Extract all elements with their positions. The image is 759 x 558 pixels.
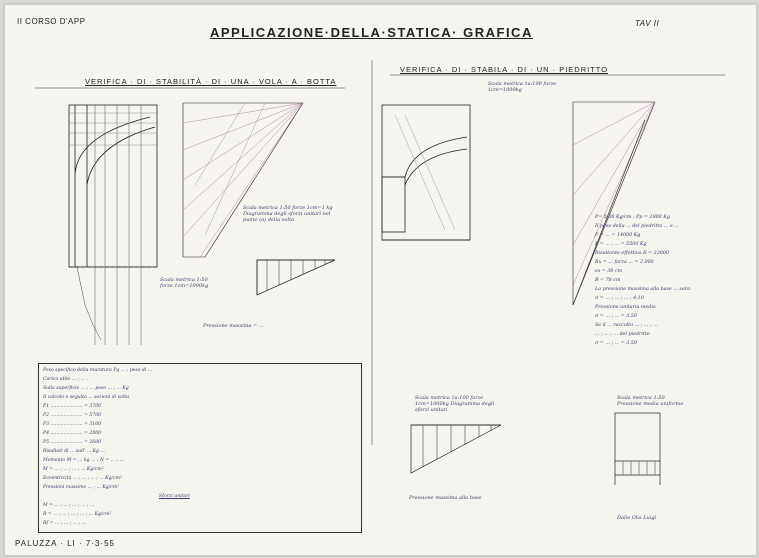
calculation-box — [38, 363, 362, 533]
rcalc-line: ... ; ... ; ... del piedritto — [595, 332, 650, 337]
calc-line: M = ... ; ... ; ... ; ... Kg/cm² — [43, 467, 104, 472]
rcalc-line: σ = ... ; ... ; ... ; 4,10 — [595, 296, 644, 301]
uniform-pressure-diagram — [615, 413, 660, 485]
rcalc-line: La pressione massima alla base ... sara — [595, 287, 691, 292]
drawing-sheet — [4, 4, 757, 556]
calc-line: R = ... ; ... ; ... ; ... ; ... Kg/cm² — [43, 512, 112, 517]
note-scale-mid-right: Scala metrica 1a:100 forze 1cm=1000kg Diagramma degli sforzi unitari — [415, 395, 495, 413]
base-stress-diagram — [411, 425, 501, 473]
note-scale-mid-left: Scala metrica 1:50 forze 1cm=1 kg Diagramma degli sforzi unitari nel punto (a) della volta — [243, 205, 333, 223]
stress-diagram — [257, 260, 335, 295]
rcalc-line: Pressione unitaria media — [595, 305, 656, 310]
rcalc-line: Il peso della ... del piedritto ... e ... — [595, 224, 679, 229]
rcalc-line: Se il ... raccolto ... ; ... ; ... — [595, 323, 658, 328]
calc-line: Momento M = ... kg ... ; N = ... ; ... — [43, 458, 124, 463]
note-pressure-right: Pressione massima alla base — [409, 495, 482, 501]
rcalc-line: σ = ... ; ... = 3,50 — [595, 314, 637, 319]
calc-line: P4 ...................... = 2800 — [43, 431, 102, 436]
rcalc-line: Rx = ... forza ... = 2,000 — [595, 260, 654, 265]
rcalc-line: Risultante effettiva R = 23000 — [595, 251, 669, 256]
calc-line: Carico utile ... ; ... . — [43, 377, 88, 382]
right-calculation-notes — [595, 213, 745, 348]
calc-line: Peso specifico della muratura Pg ... ; peso di ... — [43, 368, 153, 373]
calc-line: Sulla superficie ... ; ... peso ... ; ... Kg — [43, 386, 129, 391]
rcalc-line: es = 30 cm — [595, 269, 623, 274]
rcalc-line: σ = ... ; ... = 3,50 — [595, 341, 637, 346]
calc-line: P5 ...................... = 2600 — [43, 440, 102, 445]
rcalc-line: B = 78 cm — [595, 278, 621, 283]
pier-section-drawing — [382, 105, 470, 240]
calc-line: Sforzi unitari — [159, 494, 190, 499]
vault-section-drawing — [69, 105, 157, 345]
note-scale-lower-right: Scala metrica 1:50 Pressione media uniforme — [617, 395, 684, 407]
section-title-left: VERIFICA · DI · STABILITÀ · DI · UNA · VOLA · A · BOTTA — [85, 77, 337, 86]
table-number: TAV II — [635, 19, 660, 28]
calc-line: P2 ...................... = 5700 — [43, 413, 102, 418]
rcalc-line: P = ... ; ... = 5500 Kg — [595, 242, 647, 247]
note-scale-top-right: Scala metrica 1a:100 forze 1cm=1000kg — [488, 81, 557, 93]
course-label: II CORSO D'APP — [17, 17, 86, 26]
force-polygon-diagram — [183, 103, 303, 257]
footer-date: PALUZZA · LI · 7·3·55 — [15, 539, 115, 548]
sheet-title: APPLICAZIONE·DELLA·STATICA· GRAFICA — [210, 25, 533, 40]
note-pressure-left: Pressione massima = ... — [203, 323, 264, 329]
calc-line: P1 ...................... = 3700 — [43, 404, 102, 409]
calc-line: Risultati di ... sull' ... Kg ... — [43, 449, 105, 454]
note-scale-small-left: Scala metrica 1:50 forze 1cm=1000kg — [160, 277, 209, 289]
rcalc-line: P = ... = 14000 Kg — [595, 233, 641, 238]
calc-line: Rf = ... ; ... ; ... ; ... — [43, 521, 86, 526]
signature: Dalle Olis Luigi — [617, 515, 657, 521]
rcalc-line: P= 5,00 Kg/cm ; Pp = 1800 Kg — [595, 215, 670, 220]
calc-line: Pressioni massime ... ; ... Kg/cm² — [43, 485, 120, 490]
calc-line: P3 ...................... = 3100 — [43, 422, 102, 427]
section-title-right: VERIFICA · DI · STABILA · DI · UN · PIEDRITTO — [400, 65, 609, 74]
calc-line: Eccentricità ... ; ... ; ... ; ... Kg/cm² — [43, 476, 122, 481]
calc-line: Il calcolo e seguito ... sezioni di volta — [43, 395, 129, 400]
calc-line: M = ... ; ... ; ... ; ... ; ... — [43, 503, 95, 508]
